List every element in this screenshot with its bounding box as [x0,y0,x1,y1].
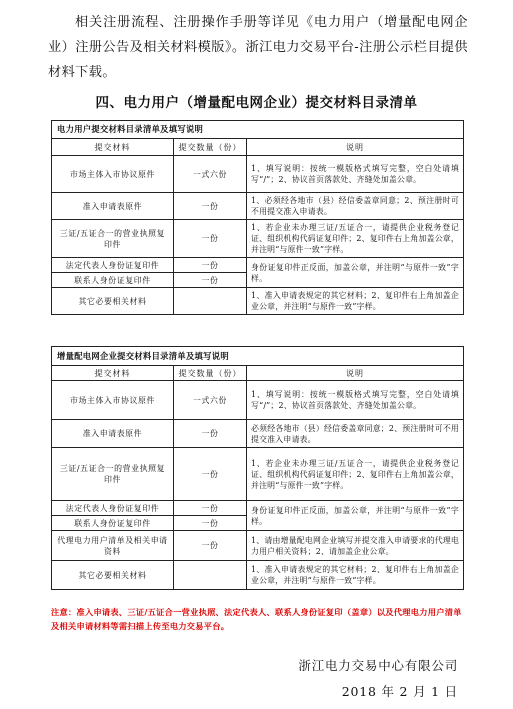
material-cell: 代理电力用户清单及相关申请资料 [52,531,174,561]
column-header-quantity: 提交数量（份） [174,139,247,156]
table-row [52,193,464,220]
quantity-cell: 一份 [174,273,247,288]
description-cell: 1、必须经各地市（县）经信委盖章同意；2、预注册时可不用提交准入申请表。 [247,193,464,220]
issuing-organization: 浙江电力交易中心有限公司 [298,658,458,673]
table-row [52,501,464,516]
table-row [52,156,464,193]
description-cell: 1、若企业未办理三证/五证合一，请提供企业税务登记证、组织机构代码证复印件；2、复印件右上角加盖公章，并注明“与原件一致”字样。 [247,220,464,258]
column-header-material: 提交材料 [52,139,174,156]
material-cell: 三证/五证合一的营业执照复印件 [52,448,174,501]
quantity-cell: 一份 [174,220,247,258]
table-caption: 电力用户提交材料目录清单及填写说明 [52,121,464,139]
table-row [52,258,464,273]
table-row [52,220,464,258]
material-cell: 其它必要相关材料 [52,561,174,590]
quantity-cell [174,288,247,315]
table-row [52,448,464,501]
material-cell: 准入申请表原件 [52,420,174,448]
description-cell: 1、准入申请表规定的其它材料；2、复印件右上角加盖企业公章，并注明“与原件一致”字样。 [247,288,464,315]
description-cell: 必须经各地市（县）经信委盖章同意；2、预注册时可不用提交准入申请表。 [247,420,464,448]
warning-note: 注意：准入申请表、三证/五证合一营业执照、法定代表人、联系人身份证复印（盖章）以及代理电力用户清单及相关申请材料等需扫描上传至电力交易平台。 [51,607,462,631]
table-row [52,420,464,448]
material-cell: 法定代表人身份证复印件 [52,501,174,516]
material-cell: 联系人身份证复印件 [52,273,174,288]
material-cell: 其它必要相关材料 [52,288,174,315]
material-cell: 三证/五证合一的营业执照复印件 [52,220,174,258]
section-title: 四、电力用户（增量配电网企业）提交材料目录清单 [95,95,418,111]
table-caption: 增量配电网企业提交材料目录清单及填写说明 [52,347,464,366]
description-cell: 1、填写说明：按统一模版格式填写完整，空白处请填写“/”；2、协议首页落款处、齐缝处加盖公章。 [247,381,464,420]
column-header-description: 说明 [247,139,464,156]
power-user-materials-table [51,120,464,315]
description-cell: 1、准入申请表规定的其它材料；2、复印件右上角加盖企业公章，并注明“与原件一致”字样。 [247,561,464,590]
quantity-cell: 一式六份 [174,156,247,193]
table-row [52,531,464,561]
description-cell: 身份证复印件正反面，加盖公章，并注明“与原件一致”字样。 [247,258,464,288]
column-header-material: 提交材料 [52,366,174,381]
quantity-cell: 一份 [174,420,247,448]
quantity-cell: 一式六份 [174,381,247,420]
table-row [52,561,464,590]
intro-paragraph: 相关注册流程、注册操作手册等详见《电力用户（增量配电网企业）注册公告及相关材料模版》。浙江电力交易平台-注册公示栏目提供材料下载。 [48,15,468,80]
description-cell: 1、若企业未办理三证/五证合一，请提供企业税务登记证、组织机构代码证复印件；2、复印件右上角加盖公章，并注明“与原件一致”字样。 [247,448,464,501]
quantity-cell: 一份 [174,258,247,273]
material-cell: 市场主体入市协议原件 [52,381,174,420]
description-cell: 身份证复印件正反面，加盖公章，并注明“与原件一致”字样。 [247,501,464,531]
material-cell: 联系人身份证复印件 [52,516,174,531]
material-cell: 法定代表人身份证复印件 [52,258,174,273]
table-row [52,288,464,315]
column-header-description: 说明 [247,366,464,381]
material-cell: 准入申请表原件 [52,193,174,220]
incremental-grid-materials-table [51,346,464,590]
quantity-cell: 一份 [174,448,247,501]
description-cell: 1、填写说明：按统一模版格式填写完整，空白处请填写“/”；2、协议首页落款处、齐缝处加盖公章。 [247,156,464,193]
column-header-quantity: 提交数量（份） [174,366,247,381]
quantity-cell: 一份 [174,501,247,516]
description-cell: 1、请由增量配电网企业填写并提交准入申请要求的代理电力用户相关资料；2、请加盖企业公章。 [247,531,464,561]
issue-date: 2018 年 2 月 1 日 [341,684,458,699]
table-row [52,381,464,420]
quantity-cell: 一份 [174,193,247,220]
material-cell: 市场主体入市协议原件 [52,156,174,193]
quantity-cell: 一份 [174,516,247,531]
quantity-cell [174,561,247,590]
quantity-cell: 一份 [174,531,247,561]
